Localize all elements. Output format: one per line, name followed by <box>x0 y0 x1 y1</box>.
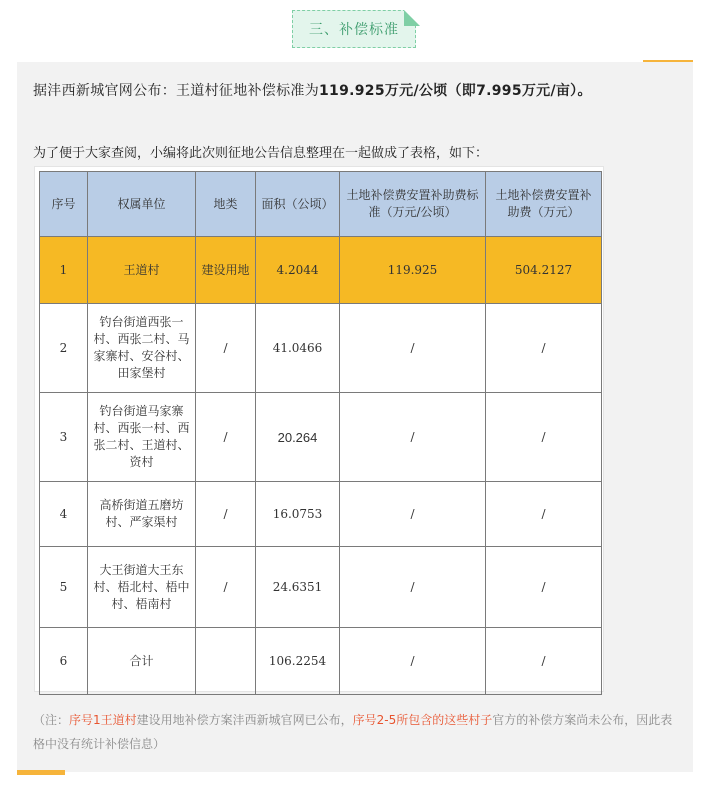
compensation-table <box>39 171 602 695</box>
table-row <box>40 304 602 393</box>
header-cell: 权属单位 <box>88 172 196 237</box>
intro-paragraph: 为了便于大家查阅，小编将此次则征地公告信息整理在一起做成了表格，如下： <box>33 146 489 161</box>
lead-paragraph <box>33 80 673 100</box>
table-cell: / <box>196 482 256 547</box>
table-cell: 4 <box>40 482 88 547</box>
table-cell: 5 <box>40 547 88 628</box>
table-cell: / <box>196 547 256 628</box>
table-cell: / <box>486 547 602 628</box>
table-row <box>40 393 602 482</box>
header-cell: 面积（公顷） <box>256 172 340 237</box>
note-text: 官方的补偿方案尚未公布，因此表格中没有统计补偿信息） <box>33 713 673 751</box>
table-cell: 119.925 <box>340 237 486 304</box>
table-cell <box>196 628 256 695</box>
table-cell: 钓台街道马家寨村、西张一村、西张二村、王道村、资村 <box>88 393 196 482</box>
header-cell: 土地补偿费安置补助费标准（万元/公顷） <box>340 172 486 237</box>
table-cell: 王道村 <box>88 237 196 304</box>
table-cell: 3 <box>40 393 88 482</box>
lead-prefix: 据沣西新城官网公布：王道村征地补偿标准为 <box>33 83 319 99</box>
table-cell: 24.6351 <box>256 547 340 628</box>
table-cell: / <box>486 482 602 547</box>
table-cell: 6 <box>40 628 88 695</box>
table-row <box>40 628 602 695</box>
table-cell: / <box>340 393 486 482</box>
section-title: 三、补偿标准 <box>292 10 416 48</box>
table-cell: 大王街道大王东村、梧北村、梧中村、梧南村 <box>88 547 196 628</box>
footnote <box>33 708 673 756</box>
table-cell: / <box>486 628 602 695</box>
table-row <box>40 547 602 628</box>
note-highlight: 序号2-5所包含的这些村子 <box>352 713 493 727</box>
table-cell: / <box>340 628 486 695</box>
header-cell: 土地补偿费安置补助费（万元） <box>486 172 602 237</box>
table-header-row <box>40 172 602 237</box>
table-cell: 1 <box>40 237 88 304</box>
table-cell: / <box>196 393 256 482</box>
table-cell: 2 <box>40 304 88 393</box>
table-cell: 106.2254 <box>256 628 340 695</box>
note-highlight: 序号1王道村 <box>69 713 137 727</box>
table-cell: 16.0753 <box>256 482 340 547</box>
table-cell: 合计 <box>88 628 196 695</box>
table-cell: 建设用地 <box>196 237 256 304</box>
table-cell: 504.2127 <box>486 237 602 304</box>
header-cell: 地类 <box>196 172 256 237</box>
accent-bar-bottom <box>17 770 65 775</box>
table-cell: 钓台街道西张一村、西张二村、马家寨村、安谷村、田家堡村 <box>88 304 196 393</box>
table-cell: / <box>340 482 486 547</box>
header-cell: 序号 <box>40 172 88 237</box>
table-row <box>40 237 602 304</box>
note-text: 建设用地补偿方案沣西新城官网已公布， <box>136 713 353 727</box>
table-cell: / <box>340 304 486 393</box>
table-cell: / <box>486 393 602 482</box>
table-cell: 41.0466 <box>256 304 340 393</box>
lead-highlight: 119.925万元/公顷（即7.995万元/亩）。 <box>319 83 592 99</box>
folded-corner <box>404 10 420 26</box>
note-text: （注： <box>33 713 70 727</box>
table-cell: / <box>486 304 602 393</box>
table-cell: 20.264 <box>256 393 340 482</box>
table-cell: / <box>196 304 256 393</box>
table-row <box>40 482 602 547</box>
table-cell: 4.2044 <box>256 237 340 304</box>
table-image <box>34 166 604 692</box>
table-cell: / <box>340 547 486 628</box>
table-cell: 高桥街道五磨坊村、严家渠村 <box>88 482 196 547</box>
section-tag <box>292 10 420 50</box>
